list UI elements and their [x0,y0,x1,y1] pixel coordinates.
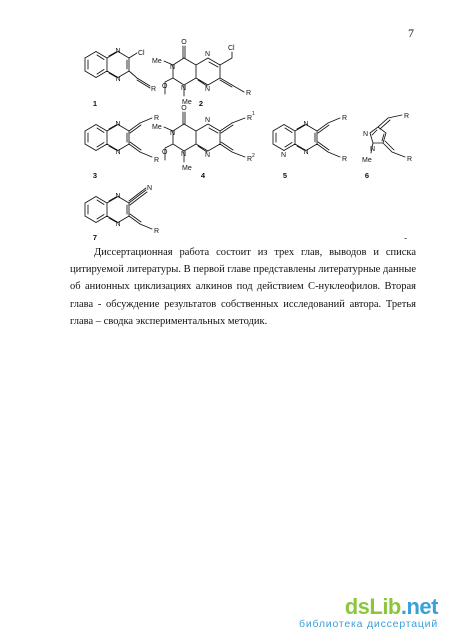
atom-label: N [115,221,121,228]
compound-number: 4 [200,171,206,180]
atom-label: Cl [228,45,235,52]
atom-label: N [147,185,153,192]
compound-number: 5 [282,171,288,180]
atom-label: N [115,76,121,83]
atom-label: O [181,39,187,46]
atom-label-superscript: 2 [252,153,255,159]
atom-label: R [404,113,410,120]
atom-label: N [363,131,369,138]
atom-label: O [181,105,187,112]
compound-4 [152,105,255,180]
atom-label: N [205,51,211,58]
atom-label: N [115,193,121,200]
compound-number: 7 [92,233,98,240]
atom-label: N [170,64,176,71]
atom-label: N [303,121,309,128]
logo-part-2: .net [400,594,438,619]
compound-6 [362,113,412,180]
body-paragraph: Диссертационная работа состоит из трех глав, выводов и списка цитируемой литературы. В первой главе представлены литературные данные об анионных циклизациях алкинов под действием С-нуклеофилов. Вторая глава - обсуждение результатов собственных исследований автора. Третья глава – сводка экспериментальных методик. [70,247,416,327]
atom-label-superscript: 1 [252,111,255,117]
atom-label: Me [182,99,192,106]
atom-label: Me [362,157,372,164]
compound-number: 2 [198,99,204,108]
compound-number: 1 [92,99,98,108]
stray-mark: - [404,233,408,244]
atom-label: Cl [138,50,145,57]
atom-label: N [181,151,187,158]
atom-label: R [151,86,157,93]
compound-number: 6 [364,171,370,180]
atom-label: R [247,115,253,122]
atom-label: R [154,157,160,164]
compound-number: 3 [92,171,98,180]
compound-1 [85,48,156,108]
atom-label: O [162,83,168,90]
atom-label: R [154,115,160,122]
compound-3 [85,115,159,180]
atom-label: N [115,48,121,55]
atom-label: R [407,156,413,163]
atom-label: N [370,146,376,153]
atom-label: N [205,152,211,159]
atom-label: N [170,130,176,137]
atom-label: O [162,149,168,156]
page-number: 7 [408,26,414,40]
atom-label: Me [182,165,192,172]
atom-label: R [342,115,348,122]
logo-part-1: dsLib [344,594,401,619]
atom-label: N [181,85,187,92]
atom-label: N [205,86,211,93]
compound-5 [273,115,347,180]
atom-label: N [281,152,287,159]
compound-7 [85,185,159,240]
watermark-logo [299,596,438,618]
chemical-structures-figure [0,0,450,240]
watermark-subtitle: библиотека диссертаций [299,618,438,630]
compound-2 [152,39,251,108]
atom-label: R [154,228,160,235]
atom-label: R [342,156,348,163]
atom-label: Me [152,124,162,131]
atom-label: Me [152,58,162,65]
atom-label: R [246,90,252,97]
atom-label: N [115,149,121,156]
atom-label: N [303,149,309,156]
watermark [299,596,438,630]
atom-label: R [247,156,253,163]
atom-label: N [115,121,121,128]
atom-label: N [205,117,211,124]
